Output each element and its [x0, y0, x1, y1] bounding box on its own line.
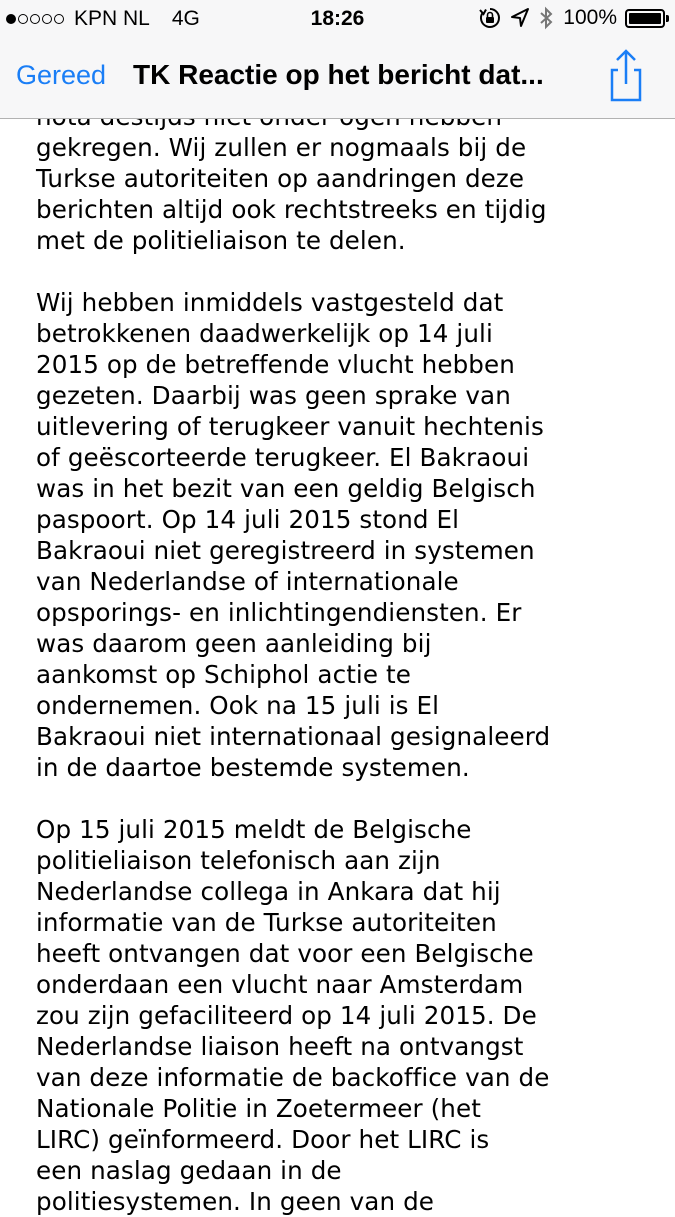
text-line: gezeten. Daarbij was geen sprake van — [36, 381, 511, 410]
text-line: in de daartoe bestemde systemen. — [36, 753, 470, 782]
paragraph — [36, 101, 656, 256]
battery-percent: 100% — [563, 6, 617, 29]
text-line: ondernemen. Ook na 15 juli is El — [36, 691, 440, 720]
text-line: betrokkenen daadwerkelijk op 14 juli — [36, 319, 493, 348]
text-line: LIRC) geïnformeerd. Door het LIRC is — [36, 1125, 490, 1154]
text-line: Nationale Politie in Zoetermeer (het — [36, 1094, 481, 1123]
battery-icon — [625, 9, 665, 28]
share-icon — [604, 46, 648, 102]
paragraph-gap — [36, 256, 656, 287]
text-line: heeft ontvangen dat voor een Belgische — [36, 939, 534, 968]
text-line: Nederlandse collega in Ankara dat hij — [36, 877, 501, 906]
text-line: gekregen. Wij zullen er nogmaals bij de — [36, 133, 527, 162]
text-line: Turkse autoriteiten op aandringen deze — [36, 164, 525, 193]
carrier-name: KPN NL — [74, 7, 150, 30]
share-button[interactable] — [604, 46, 648, 102]
text-line: berichten altijd ook rechtstreeks en tijdig — [36, 195, 547, 224]
text-line: was daarom geen aanleiding bij — [36, 629, 432, 658]
paragraph — [36, 814, 656, 1217]
text-line: zou zijn gefaciliteerd op 14 juli 2015. De — [36, 1001, 537, 1030]
status-time: 18:26 — [310, 7, 365, 30]
status-bar — [0, 0, 675, 38]
text-line: Bakraoui niet internationaal gesignaleerd — [36, 722, 551, 751]
text-line: Nederlandse liaison heeft na ontvangst — [36, 1032, 524, 1061]
text-line: politiesystemen. In geen van de — [36, 1187, 435, 1216]
text-line: paspoort. Op 14 juli 2015 stond El — [36, 505, 460, 534]
rotation-lock-icon — [479, 7, 501, 29]
bluetooth-icon — [539, 7, 553, 29]
text-line: Bakraoui niet geregistreerd in systemen — [36, 536, 535, 565]
text-line: met de politieliaison te delen. — [36, 226, 406, 255]
text-line: informatie van de Turkse autoriteiten — [36, 908, 497, 937]
text-line: aankomst op Schiphol actie te — [36, 660, 411, 689]
text-line: was in het bezit van een geldig Belgisch — [36, 474, 536, 503]
paragraph-gap — [36, 783, 656, 814]
text-line: opsporings- en inlichtingendiensten. Er — [36, 598, 522, 627]
text-line: 2015 op de betreffende vlucht hebben — [36, 350, 515, 379]
top-bar — [0, 0, 675, 119]
text-line: van Nederlandse of internationale — [36, 567, 459, 596]
text-line: uitlevering of terugkeer vanuit hechtenis — [36, 412, 544, 441]
text-line: of geëscorteerde terugkeer. El Bakraoui — [36, 443, 530, 472]
location-arrow-icon — [511, 8, 529, 28]
network-type: 4G — [171, 7, 200, 30]
text-line: politieliaison telefonisch aan zijn — [36, 846, 441, 875]
text-line: Wij hebben inmiddels vastgesteld dat — [36, 288, 504, 317]
document-title: TK Reactie op het bericht dat... — [133, 59, 544, 90]
done-button[interactable]: Gereed — [16, 60, 107, 90]
text-line: onderdaan een vlucht naar Amsterdam — [36, 970, 524, 999]
paragraph — [36, 287, 656, 783]
text-line: van deze informatie de backoffice van de — [36, 1063, 550, 1092]
text-line: een naslag gedaan in de — [36, 1156, 342, 1185]
navigation-bar — [0, 38, 675, 118]
text-line: Op 15 juli 2015 meldt de Belgische — [36, 815, 472, 844]
document-body[interactable] — [36, 101, 656, 1217]
